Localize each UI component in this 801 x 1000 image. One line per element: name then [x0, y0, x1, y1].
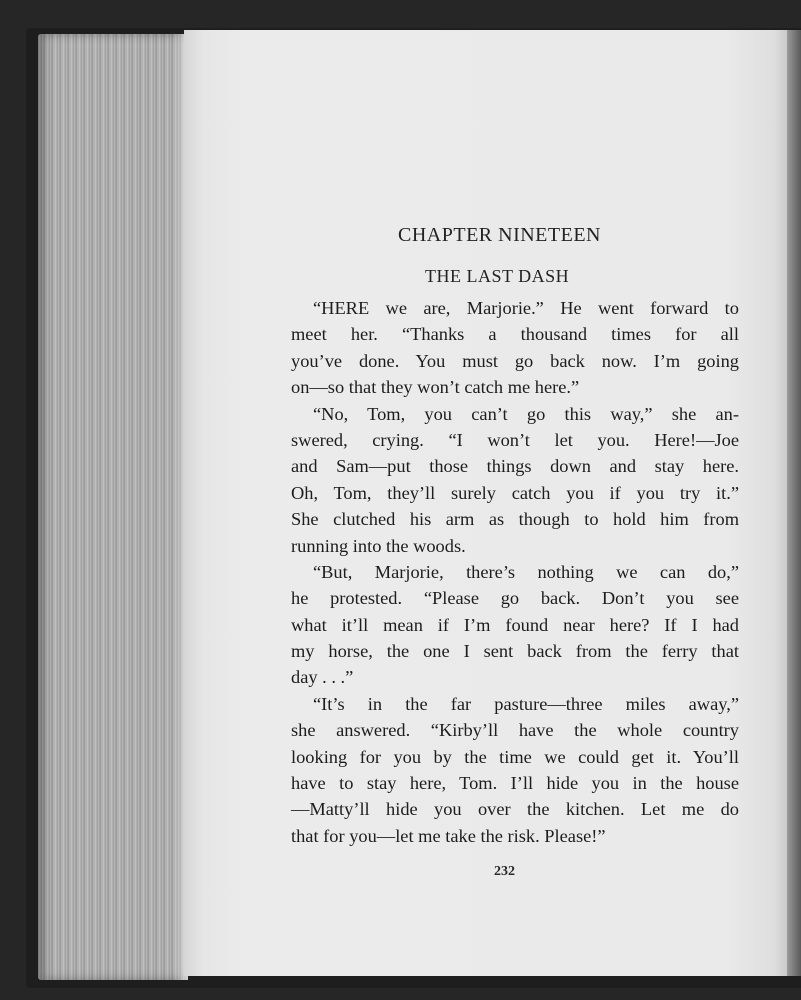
- text-line: looking for you by the time we could get it. You’ll: [291, 746, 739, 767]
- text-line: have to stay here, Tom. I’ll hide you in the house: [291, 773, 739, 794]
- text-line: swered, crying. “I won’t let you. Here!—Joe: [291, 429, 739, 450]
- text-line: and Sam—put those things down and stay here.: [291, 456, 739, 477]
- chapter-heading: CHAPTER NINETEEN: [398, 224, 601, 246]
- text-line: “HERE we are, Marjorie.” He went forward to: [313, 298, 739, 318]
- text-line: “No, Tom, you can’t go this way,” she an-: [313, 403, 739, 424]
- body-text: [291, 295, 739, 849]
- text-line: meet her. “Thanks a thousand times for all: [291, 324, 739, 345]
- text-line: Oh, Tom, they’ll surely catch you if you try it.”: [291, 482, 739, 503]
- text-line: “It’s in the far pasture—three miles away,”: [313, 693, 739, 714]
- page-gutter-shadow: [787, 30, 801, 976]
- text-line: she answered. “Kirby’ll have the whole country: [291, 720, 739, 741]
- text-line: he protested. “Please go back. Don’t you see: [291, 588, 739, 609]
- page-number: 232: [494, 864, 515, 879]
- text-line: what it’ll mean if I’m found near here? If I had: [291, 614, 739, 635]
- text-line: on—so that they won’t catch me here.”: [291, 377, 580, 398]
- text-line: day . . .”: [291, 667, 354, 688]
- text-line: She clutched his arm as though to hold him from: [291, 509, 739, 530]
- text-line: my horse, the one I sent back from the ferry that: [291, 641, 739, 662]
- text-line: “But, Marjorie, there’s nothing we can do,”: [313, 561, 739, 582]
- text-line: that for you—let me take the risk. Please!”: [291, 825, 606, 846]
- text-line: —Matty’ll hide you over the kitchen. Let me do: [291, 799, 739, 820]
- text-line: running into the woods.: [291, 535, 466, 556]
- text-line: you’ve done. You must go back now. I’m going: [291, 350, 739, 371]
- page-edges: [38, 34, 188, 980]
- chapter-subtitle: THE LAST DASH: [425, 266, 570, 286]
